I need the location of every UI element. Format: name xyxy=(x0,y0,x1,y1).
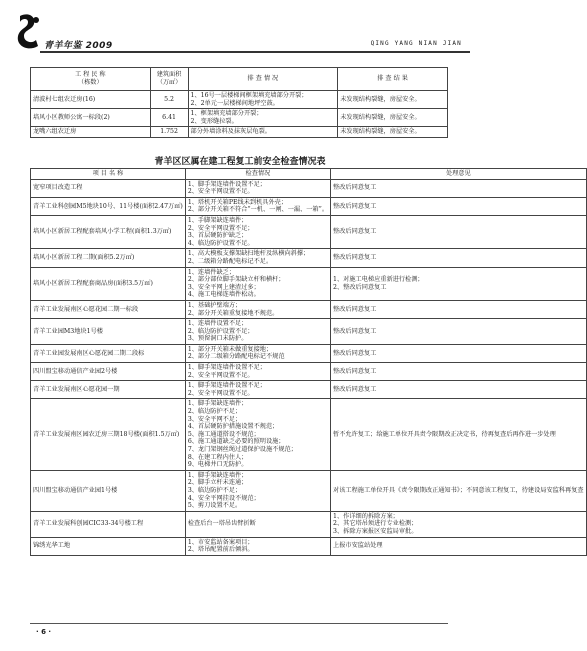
table-row xyxy=(31,91,448,109)
header-check-status: 检查情况 xyxy=(185,169,330,180)
cell-result: 未发现结构裂缝，房屋安全。 xyxy=(338,91,448,109)
cell-handling-opinion: 整改后同意复工 xyxy=(331,197,587,215)
header-result: 排 查 结 果 xyxy=(338,68,448,91)
table-row xyxy=(31,319,587,345)
cell-check-status: 1、高大模板支撑架缺扫地杆及纵横向斜撑； 2、二级箱分路配电标记不足。 xyxy=(185,249,330,267)
header-handling-opinion: 处理意见 xyxy=(331,169,587,180)
inspection-results-table xyxy=(30,67,448,138)
table-row xyxy=(31,109,448,127)
cell-handling-opinion: 1、作详细的拆除方案； 2、其它塔吊须进行专业检测； 3、拆除方案报区安监局审批。 xyxy=(331,511,587,537)
cell-result: 未发现结构裂缝，房屋安全。 xyxy=(338,127,448,138)
yearbook-pinyin: QING YANG NIAN JIAN xyxy=(370,40,462,47)
cell-project-name: 培风小区教师公寓一标段(2) xyxy=(31,109,151,127)
header-area: 建筑面积 （万㎡） xyxy=(150,68,188,91)
cell-project-name: 龙嘴六组农迁房 xyxy=(31,127,151,138)
cell-check-status: 1、连墙件缺乏； 2、部分部位脚手架缺立杆和横杆； 3、安全平网上建渣过多； 4、施工电梯连墙件松动。 xyxy=(185,267,330,300)
cell-handling-opinion: 整改后同意复工 xyxy=(331,249,587,267)
cell-project-name: 培风小区新居工程二期(面积5.2万㎡) xyxy=(31,249,186,267)
cell-check-status: 1、脚手架缺连墙件； 2、脚手立杆未连通； 3、临边防护不足； 4、安全平网挂设不规范； 5、剪刀设置不足。 xyxy=(185,470,330,511)
header-project-name: 项 目 名 称 xyxy=(31,169,186,180)
cell-check-status: 1、手脚架缺连墙件； 2、安全平网设置不足； 3、首层硬防护缺乏； 4、临边防护设置不足。 xyxy=(185,215,330,248)
table-header-row xyxy=(31,169,587,180)
cell-check-status: 1、脚手架连墙件设置不足； 2、安全平网设置不足。 xyxy=(185,363,330,381)
cell-check-status: 1、脚手架连墙件设置不足； 2、安全平网设置不足。 xyxy=(185,381,330,399)
cell-check-status: 检查后台一塔吊齿臂折断 xyxy=(185,511,330,537)
table-title: 青羊区区属在建工程复工前安全检查情况表 xyxy=(154,157,326,167)
page-header xyxy=(0,0,480,60)
cell-check-status: 1、部分开关箱未做重复接地； 2、部分二级箱分路配电标记不规范 xyxy=(185,344,330,362)
cell-project-name: 青羊工业园发展南区心愿花园二期二段标 xyxy=(31,344,186,362)
cell-check-status: 1、塔机开关箱PE线未到机具外壳； 2、部分开关箱不符合“一机、一闸、一漏、一箱”。 xyxy=(185,197,330,215)
table-row xyxy=(31,511,587,537)
cell-area: 5.2 xyxy=(150,91,188,109)
cell-handling-opinion: 整改后同意复工 xyxy=(331,363,587,381)
cell-project-name: 四川盟宝移动通信产业园1号楼 xyxy=(31,470,186,511)
cell-project-name: 青羊工业园M3地块1号楼 xyxy=(31,319,186,345)
footer-rule xyxy=(30,623,448,624)
cell-handling-opinion: 上报市安监站处理 xyxy=(331,537,587,555)
cell-project-name: 四川盟宝移动通信产业园2号楼 xyxy=(31,363,186,381)
table-row xyxy=(31,344,587,362)
cell-handling-opinion: 1、对施工电梯应重新进行检测； 2、整改后同意复工 xyxy=(331,267,587,300)
cell-project-name: 青羊工业发展南区心愿花园二期一标段 xyxy=(31,300,186,318)
cell-handling-opinion: 整改后同意复工 xyxy=(331,215,587,248)
cell-project-name: 培风小区新居工程配套培风小学工程(面积1.3万㎡) xyxy=(31,215,186,248)
table-row xyxy=(31,127,448,138)
cell-area: 1.752 xyxy=(150,127,188,138)
page-number: · 6 · xyxy=(36,628,52,636)
table-row xyxy=(31,179,587,197)
cell-handling-opinion: 暂不允许复工；给施工单位开具责令限期改正决定书，待再复查后再作进一步处理 xyxy=(331,399,587,470)
yearbook-title: 青羊年鉴 2009 xyxy=(44,41,113,51)
table-row xyxy=(31,363,587,381)
cell-handling-opinion: 对该工程施工单位开具《责令限期改正通知书》；不同意该工程复工，待建设局安监科再复查 xyxy=(331,470,587,511)
cell-project-name: 青羊工业发展南区园农迁房三期18号楼(面积1.5万㎡) xyxy=(31,399,186,470)
cell-handling-opinion: 整改后同意复工 xyxy=(331,300,587,318)
cell-check-status: 1、脚手架缺连墙件； 2、临边防护不足； 3、安全平网不足； 4、首层硬防护措施设置不规范； 5、施工通道搭设不规范； 6、施工通道缺乏必要的照明设施； 7、龙门架钢丝绳过道保护设施不规范； 8、在建工程内住人； 9、电梯井口无防护。 xyxy=(185,399,330,470)
safety-check-table xyxy=(30,168,587,556)
table-row xyxy=(31,300,587,318)
cell-handling-opinion: 整改后同意复工 xyxy=(331,344,587,362)
table-row xyxy=(31,381,587,399)
cell-result: 未发现结构裂缝，房屋安全。 xyxy=(338,109,448,127)
cell-check-status: 1、基础护壁端方； 2、部分开关箱重复接地不规范。 xyxy=(185,300,330,318)
cell-inspection: 1、框架填充墙部分开裂； 2、变形缝拉裂。 xyxy=(188,109,338,127)
cell-project-name: 宽窄项目改造工程 xyxy=(31,179,186,197)
cell-area: 6.41 xyxy=(150,109,188,127)
cell-project-name: 青羊工业科创园M5地块10号、11号楼(面积2.47万㎡) xyxy=(31,197,186,215)
cell-check-status: 1、脚手架连墙件设置不足； 2、安全平网设置不足。 xyxy=(185,179,330,197)
cell-handling-opinion: 整改后同意复工 xyxy=(331,179,587,197)
table-row xyxy=(31,197,587,215)
table-row xyxy=(31,267,587,300)
cell-inspection: 1、16号一层楼梯间框架填充墙部分开裂； 2、2单元一层楼梯间地坪空鼓。 xyxy=(188,91,338,109)
cell-project-name: 青羊工业发展科创园CIC33-34号楼工程 xyxy=(31,511,186,537)
cell-project-name: 青羊工业发展南区心愿花园一期 xyxy=(31,381,186,399)
cell-inspection: 部分外墙涂料及抹灰层龟裂。 xyxy=(188,127,338,138)
table-row xyxy=(31,399,587,470)
table-row xyxy=(31,470,587,511)
cell-handling-opinion: 整改后同意复工 xyxy=(331,381,587,399)
cell-handling-opinion: 整改后同意复工 xyxy=(331,319,587,345)
header-rule xyxy=(40,51,470,53)
yearbook-logo-icon xyxy=(14,12,44,50)
cell-project-name: 清波村七组农迁房(16) xyxy=(31,91,151,109)
cell-project-name: 培风小区新居工程配套商品房(面积3.5万㎡) xyxy=(31,267,186,300)
header-inspection: 排 查 情 况 xyxy=(188,68,338,91)
cell-check-status: 1、市安监站备案项目； 2、塔吊配置前后倾斜。 xyxy=(185,537,330,555)
cell-project-name: 锦绣光华工地 xyxy=(31,537,186,555)
table-row xyxy=(31,215,587,248)
table-row xyxy=(31,249,587,267)
header-project-name: 工 程 民 称 （栋数） xyxy=(31,68,151,91)
table-row xyxy=(31,537,587,555)
cell-check-status: 1、连墙件设置不足； 2、临边防护设置不足； 3、预留洞口未防护。 xyxy=(185,319,330,345)
table-header-row xyxy=(31,68,448,91)
